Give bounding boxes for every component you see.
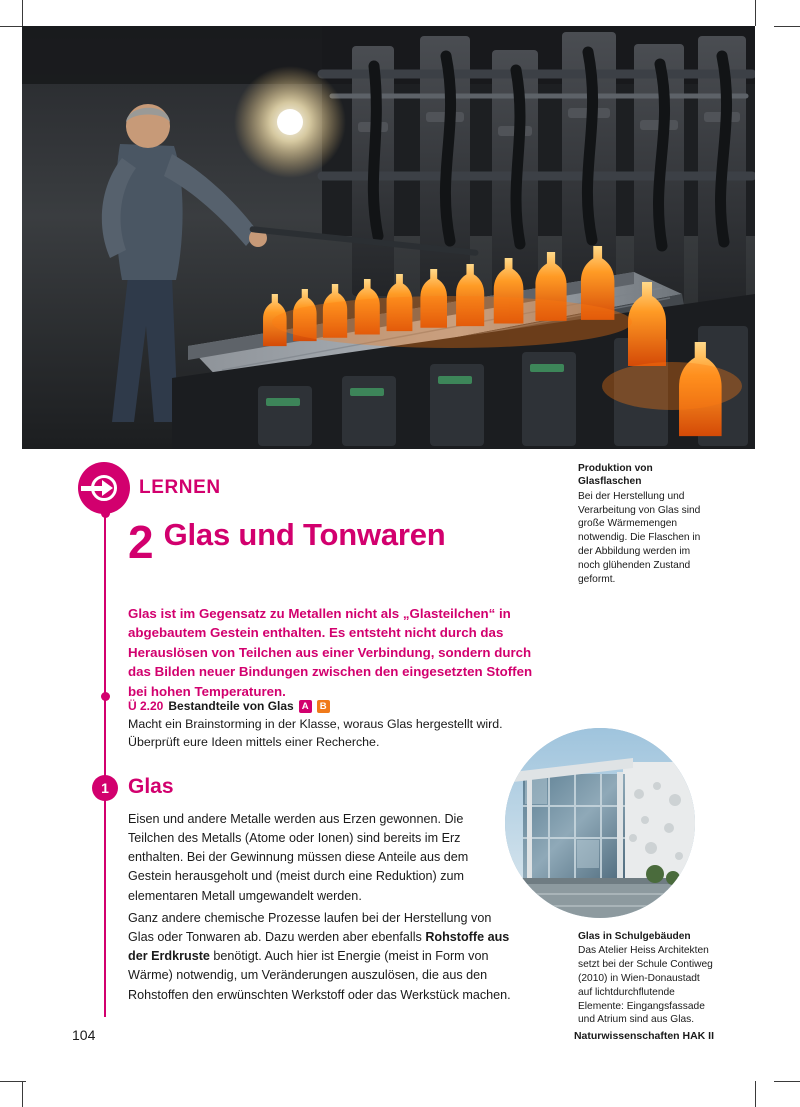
chapter-title: Glas und Tonwaren [163, 517, 446, 552]
margin-caption-main [578, 462, 708, 586]
exercise-number: Ü 2.20 [128, 699, 164, 713]
body-paragraph-2-part2: benötigt. Auch hier ist Energie (meist in Form von Wärme) notwendig, um Veränderungen auszulösen, die aus den Rohstoffen den erwünschten Werkstoff oder das Werkstück machen. [128, 949, 511, 1002]
section-title: Glas [128, 775, 174, 798]
school-building-photo [505, 728, 695, 918]
margin-dot [101, 692, 110, 701]
lernen-badge [78, 462, 221, 514]
crop-mark [774, 1081, 800, 1082]
body-paragraph-2 [128, 909, 512, 1005]
caption-main-body: Bei der Herstellung und Verarbeitung von Glas sind große Wärmemengen notwendig. Die Flaschen in der Abbildung werden im noch glühenden Zustand geformt. [578, 490, 701, 585]
crop-mark [755, 0, 756, 26]
crop-mark [755, 1081, 756, 1107]
chapter-number: 2 [128, 516, 154, 568]
caption-circle-title: Glas in Schulgebäuden [578, 931, 691, 942]
intro-paragraph: Glas ist im Gegensatz zu Metallen nicht als „Glasteilchen“ in abgebautem Gestein enthalten. Es entsteht nicht durch das Herauslösen von Teilchen aus einer Verbindung, sondern durch das Bilden neuer Bindungen zwischen den eingesetzten Stoffen bei hohen Temperaturen. [128, 606, 533, 699]
margin-rule [104, 496, 106, 1017]
exercise-title: Bestandteile von Glas [168, 699, 294, 713]
crop-mark [774, 26, 800, 27]
margin-caption-circle [578, 930, 713, 1027]
exercise-header [128, 699, 536, 713]
section-number-badge: 1 [92, 775, 118, 801]
level-chip-a: A [299, 700, 312, 713]
crop-mark [22, 0, 23, 26]
caption-circle-body: Das Atelier Heiss Architekten setzt bei der Schule Contiweg (2010) in Wien-Donaustadt auf lichtdurchflutende Elemente: Eingangsfassade und Atrium sind aus Glas. [578, 945, 713, 1026]
exercise-body: Macht ein Brainstorming in der Klasse, woraus Glas hergestellt wird. Überprüft eure Ideen mittels einer Recherche. [128, 717, 503, 749]
crop-mark [22, 1081, 23, 1107]
chapter-heading [128, 516, 558, 568]
body-paragraph-1: Eisen und andere Metalle werden aus Erzen gewonnen. Die Teilchen des Metalls (Atome oder Ionen) sind bereits im Erz enthalten. Bei der Gewinnung müssen diese Anteile aus dem Gestein herausgeholt und (meist durch eine Reduktion) zum elementaren Metall umgewandelt werden. [128, 812, 469, 903]
caption-main-title: Produktion von Glasflaschen [578, 463, 653, 488]
level-chip-b: B [317, 700, 330, 713]
target-arrow-icon [78, 462, 130, 514]
lernen-label: LERNEN [139, 477, 221, 498]
crop-mark [0, 1081, 26, 1082]
body-paragraph-2-emphasis: Rohstoffe aus der Erdkruste [128, 930, 510, 964]
body-paragraph-2-part1: Ganz andere chemische Prozesse laufen bei der Herstellung von Glas oder Tonwaren ab. Dazu werden aber ebenfalls [128, 911, 492, 945]
factory-photo [22, 26, 755, 449]
book-title-footer: Naturwissenschaften HAK II [573, 1030, 714, 1042]
page-number: 104 [72, 1027, 96, 1043]
